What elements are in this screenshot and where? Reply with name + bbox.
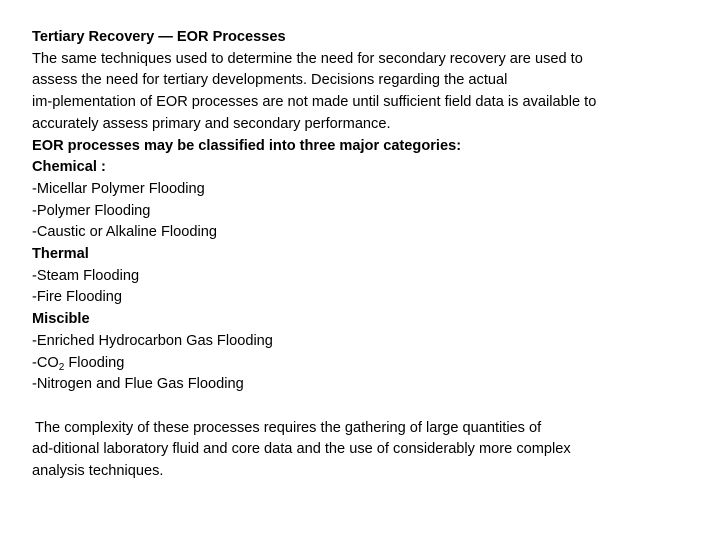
classification-heading: EOR processes may be classified into three major categories: bbox=[32, 137, 462, 154]
document-title: Tertiary Recovery — EOR Processes bbox=[32, 29, 286, 45]
intro-line-1: The same techniques used to determine the need for secondary recovery are used to bbox=[32, 50, 583, 67]
miscible-heading: Miscible bbox=[32, 311, 90, 328]
miscible-item-1: -Enriched Hydrocarbon Gas Flooding bbox=[32, 332, 273, 349]
miscible-item-3: -Nitrogen and Flue Gas Flooding bbox=[32, 376, 244, 393]
chemical-item-3: -Caustic or Alkaline Flooding bbox=[32, 224, 217, 241]
intro-line-2: assess the need for tertiary developments. Decisions regarding the actual bbox=[32, 72, 508, 89]
chemical-item-2: -Polymer Flooding bbox=[32, 202, 151, 219]
co2-suffix: Flooding bbox=[64, 354, 125, 371]
closing-line-3: analysis techniques. bbox=[32, 463, 164, 480]
intro-line-4: accurately assess primary and secondary performance. bbox=[32, 115, 391, 132]
co2-subscript: 2 bbox=[58, 361, 65, 373]
miscible-item-co2 bbox=[32, 353, 702, 375]
chemical-item-1: -Micellar Polymer Flooding bbox=[32, 180, 205, 197]
chemical-heading: Chemical : bbox=[32, 159, 106, 176]
intro-line-3: im-plementation of EOR processes are not made until sufficient field data is available to bbox=[32, 94, 597, 111]
paragraph-gap bbox=[32, 396, 702, 418]
document-body bbox=[32, 27, 702, 483]
thermal-item-1: -Steam Flooding bbox=[32, 267, 140, 284]
thermal-heading: Thermal bbox=[32, 246, 89, 263]
closing-line-2: ad-ditional laboratory fluid and core data and the use of considerably more complex bbox=[32, 441, 571, 458]
thermal-item-2: -Fire Flooding bbox=[32, 289, 123, 306]
co2-prefix: -CO bbox=[32, 354, 59, 371]
closing-line-1: The complexity of these processes requires the gathering of large quantities of bbox=[35, 419, 542, 436]
